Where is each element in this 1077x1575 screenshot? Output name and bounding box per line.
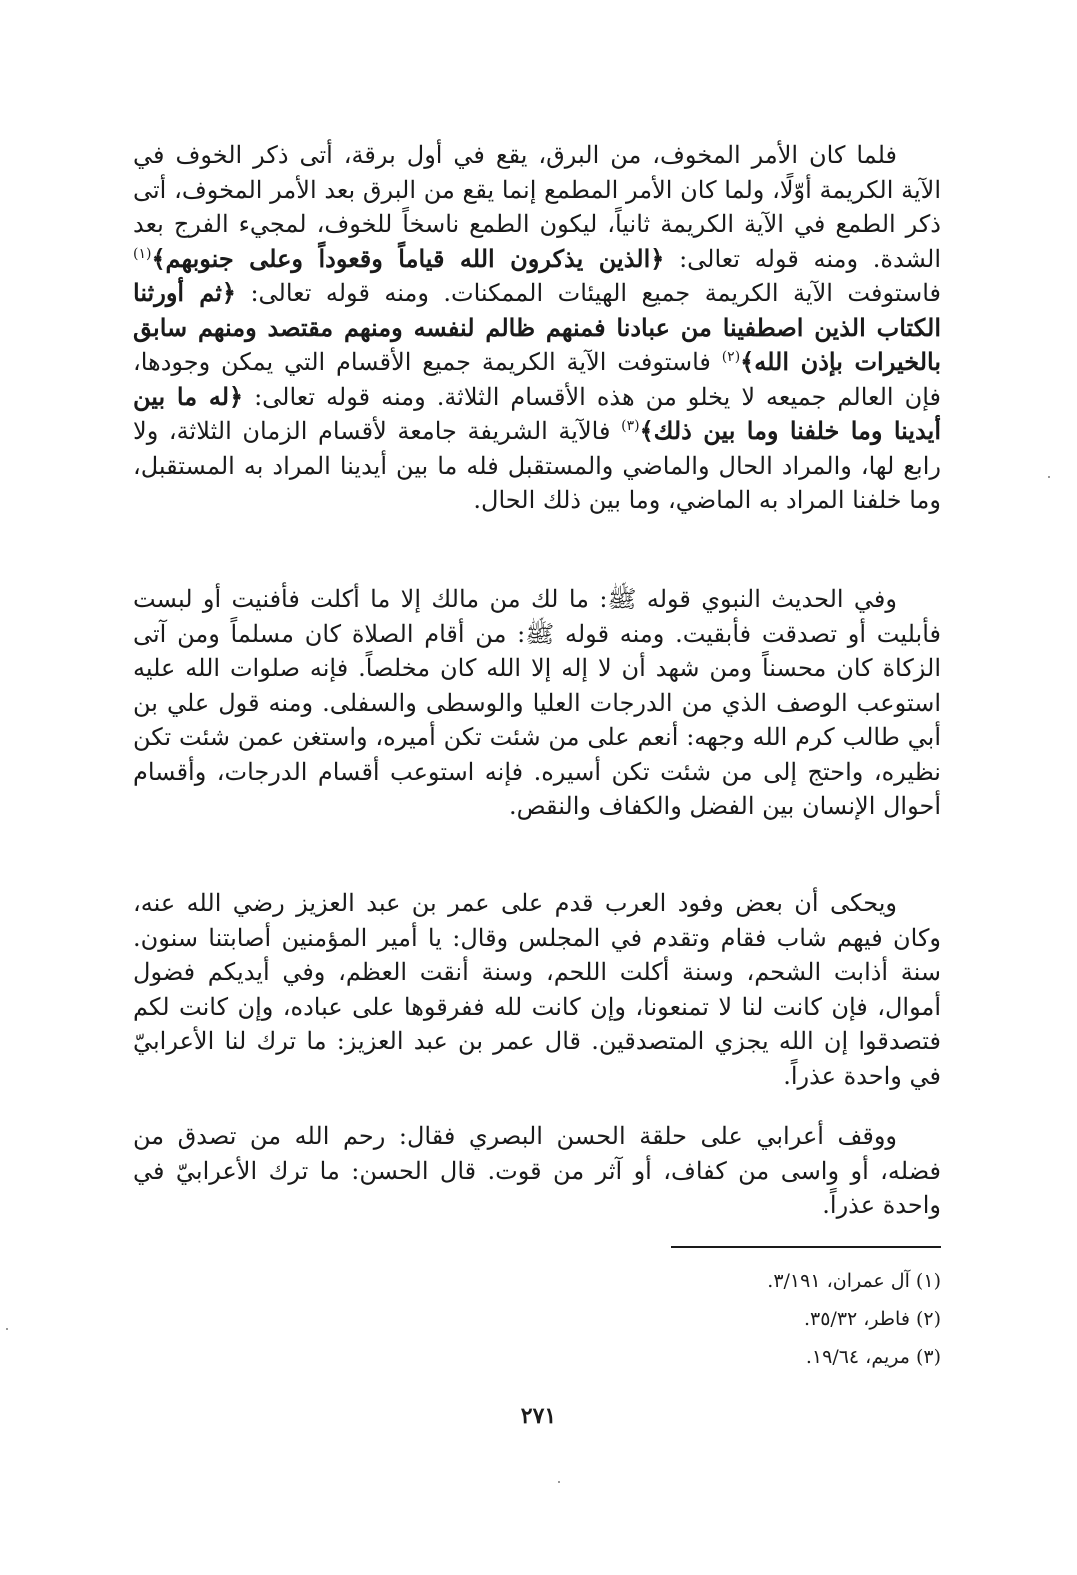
- footnote-divider: [671, 1246, 941, 1248]
- paragraph-3: [133, 886, 941, 1093]
- scan-speck: [558, 1481, 560, 1483]
- footnote-1: (١) آل عمران، ٣/١٩١.: [767, 1270, 941, 1292]
- footnote-3: (٣) مريم، ١٩/٦٤.: [805, 1346, 941, 1368]
- page-number: ٢٧١: [520, 1403, 557, 1429]
- scan-speck: [6, 1328, 8, 1330]
- paragraph-1-text-part-4: فالآية الشريفة جامعة لأقسام الزمان الثلاثة، ولا رابع لها، والمراد الحال والماضي والمستقبل فله ما بين أيدينا المراد به المستقبل، وما خلفنا المراد به الماضي، وما بين ذلك الحال.: [133, 417, 941, 514]
- paragraph-1-text: [133, 138, 941, 518]
- paragraph-1-text-part-3: فاستوفت الآية الكريمة جميع الأقسام التي يمكن وجودها، فإن العالم جميعه لا يخلو من هذه الأقسام الثلاثة. ومنه قوله تعالى:: [133, 348, 942, 411]
- footnote-2: (٢) فاطر، ٣٥/٣٢.: [803, 1308, 941, 1330]
- paragraph-2: [133, 582, 941, 824]
- paragraph-1: [133, 138, 941, 518]
- quran-quote-1: ﴿الذين يذكرون الله قياماً وقعوداً وعلى جنوبهم﴾: [151, 243, 665, 273]
- paragraph-1-text-part-1: فلما كان الأمر المخوف، من البرق، يقع في أول برقة، أتى ذكر الخوف في الآية الكريمة أوّلًا، ولما كان الأمر المطمع إنما يقع من البرق بعد الأمر المخوف، أتى ذكر الطمع في الآية الكريمة ثانياً، ليكون الطمع ناسخاً للخوف، لمجيء الفرج بعد الشدة. ومنه قوله تعالى:: [133, 141, 941, 273]
- quran-quote-2: ﴿ثم أورثنا الكتاب الذين اصطفينا من عبادنا فمنهم ظالم لنفسه ومنهم مقتصد ومنهم سابق بالخيرات بإذن الله﴾: [133, 278, 941, 376]
- paragraph-4: [133, 1119, 941, 1223]
- footnote-ref-1: (١): [133, 245, 152, 262]
- paragraph-4-text: ووقف أعرابي على حلقة الحسن البصري فقال: رحم الله من تصدق من فضله، أو واسى من كفاف، أو آثر من قوت. قال الحسن: ما ترك الأعرابيّ في واحدة عذراً.: [133, 1122, 941, 1219]
- paragraph-1-text-part-2: فاستوفت الآية الكريمة جميع الهيئات الممكنات. ومنه قوله تعالى:: [235, 279, 941, 307]
- footnote-ref-3: (٣): [621, 418, 640, 434]
- scan-speck: [1048, 476, 1050, 478]
- footnotes: [541, 1262, 941, 1376]
- paragraph-3-text: ويحكى أن بعض وفود العرب قدم على عمر بن عبد العزيز رضي الله عنه، وكان فيهم شاب فقام وتقدم في المجلس وقال: يا أمير المؤمنين أصابتنا سنون. سنة أذابت الشحم، وسنة أكلت اللحم، وسنة أنقت العظم، وفي أيديكم فضول أموال، فإن كانت لنا لا تمنعونا، وإن كانت لله ففرقوها على عباده، وإن كانت لكم فتصدقوا إن الله يجزي المتصدقين. قال عمر بن عبد العزيز: ما ترك لنا الأعرابيّ في واحدة عذراً.: [133, 889, 941, 1090]
- paragraph-2-text: وفي الحديث النبوي قوله ﷺ: ما لك من مالك إلا ما أكلت فأفنيت أو لبست فأبليت أو تصدقت فأبقيت. ومنه قوله ﷺ: من أقام الصلاة كان مسلماً ومن آتى الزكاة كان محسناً ومن شهد أن لا إله إلا الله كان مخلصاً. فإنه صلوات الله عليه استوعب الوصف الذي من الدرجات العليا والوسطى والسفلى. ومنه قول علي بن أبي طالب كرم الله وجهه: أنعم على من شئت تكن أميره، واستغن عمن شئت تكن نظيره، واحتج إلى من شئت تكن أسيره. فإنه استوعب أقسام الدرجات، وأقسام أحوال الإنسان بين الفضل والكفاف والنقص.: [133, 585, 941, 820]
- footnote-ref-2: (٢): [721, 349, 741, 365]
- quran-quote-3: ﴿له ما بين أيدينا وما خلفنا وما بين ذلك﴾: [133, 381, 942, 445]
